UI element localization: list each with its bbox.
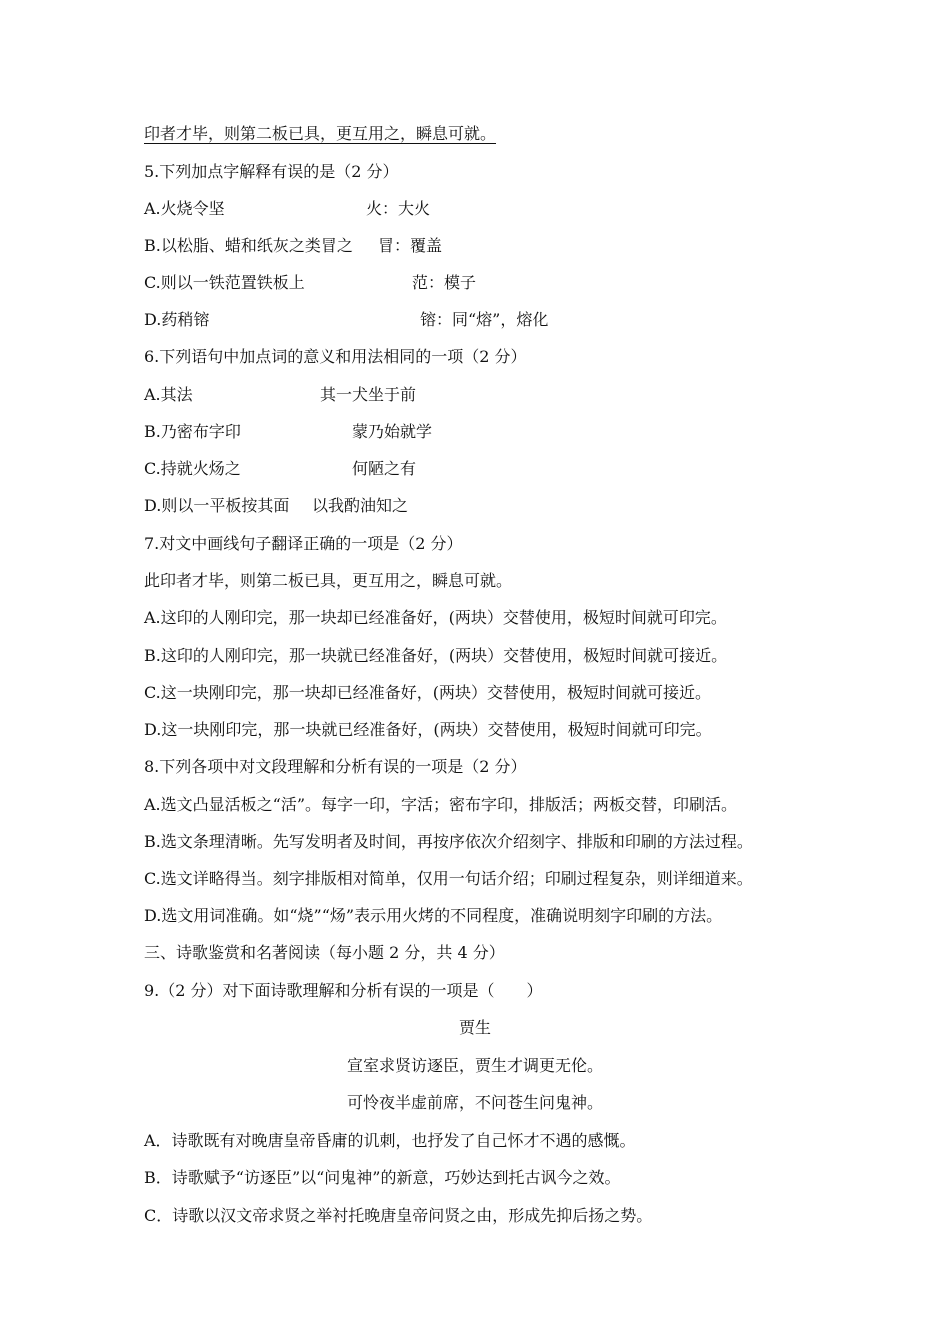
q6-option-b: B.乃密布字印 [144,422,241,441]
q8-option-d: D.选文用词准确。如“烧”“炀”表示用火烤的不同程度，准确说明刻字印刷的方法。 [144,906,723,925]
q9-option-b: B．诗歌赋予“访逐臣”以“问鬼神”的新意，巧妙达到托古讽今之效。 [144,1168,621,1187]
underlined-sentence: 印者才毕，则第二板已具，更互用之，瞬息可就。 [144,124,497,143]
q5-option-c: C.则以一铁范置铁板上 [144,273,305,292]
q8-option-c: C.选文详略得当。刻字排版相对简单，仅用一句话介绍；印刷过程复杂，则详细道来。 [144,869,753,888]
q9-option-c: C．诗歌以汉文帝求贤之举衬托晚唐皇帝问贤之由，形成先抑后扬之势。 [144,1206,653,1225]
q9-option-a: A．诗歌既有对晚唐皇帝昏庸的讥刺，也抒发了自己怀才不遇的感慨。 [144,1131,636,1150]
q5-option-d: D.药稍镕 [144,310,210,329]
q6-option-a: A.其法 [144,385,193,404]
q5-option-b-gloss: 冒：覆盖 [378,236,443,255]
q7-option-a: A.这印的人刚印完，那一块却已经准备好，(两块）交替使用，极短时间就可印完。 [144,608,727,627]
q5-option-c-gloss: 范：模子 [412,273,477,292]
q6-option-c-compare: 何陋之有 [352,459,417,478]
q5-option-a: A.火烧令坚 [144,199,225,218]
q6-option-a-compare: 其一犬坐于前 [320,385,417,404]
q6-option-b-compare: 蒙乃始就学 [352,422,433,441]
poem-title: 贾生 [458,1018,491,1037]
q7-option-b: B.这印的人刚印完，那一块就已经准备好，(两块）交替使用，极短时间就可接近。 [144,646,728,665]
poem-line-1: 宣室求贤访逐臣，贾生才调更无伦。 [346,1056,603,1075]
q8-option-b: B.选文条理清晰。先写发明者及时间，再按序依次介绍刻字、排版和印刷的方法过程。 [144,832,753,851]
question-6: 6.下列语句中加点词的意义和用法相同的一项（2 分） [144,347,527,366]
section-3-heading: 三、诗歌鉴赏和名著阅读（每小题 2 分，共 4 分） [144,943,505,962]
question-7: 7.对文中画线句子翻译正确的一项是（2 分） [144,534,463,553]
q5-option-d-gloss: 镕：同“熔”，熔化 [420,310,549,329]
q6-option-c: C.持就火炀之 [144,459,241,478]
q6-option-d: D.则以一平板按其面 [144,496,290,515]
q7-option-c: C.这一块刚印完，那一块却已经准备好，(两块）交替使用，极短时间就可接近。 [144,683,712,702]
q7-option-d: D.这一块刚印完，那一块就已经准备好，(两块）交替使用，极短时间就可印完。 [144,720,712,739]
q5-option-b: B.以松脂、蜡和纸灰之类冒之 [144,236,353,255]
question-5: 5.下列加点字解释有误的是（2 分） [144,162,399,181]
question-9: 9.（2 分）对下面诗歌理解和分析有误的一项是（ ） [144,981,543,1000]
q8-option-a: A.选文凸显活板之“活”。每字一印，字活；密布字印，排版活；两板交替，印刷活。 [144,795,738,814]
q7-sentence: 此印者才毕，则第二板已具，更互用之，瞬息可就。 [144,571,513,590]
q6-option-d-compare: 以我酌油知之 [312,496,409,515]
question-8: 8.下列各项中对文段理解和分析有误的一项是（2 分） [144,757,527,776]
q5-option-a-gloss: 火：大火 [366,199,431,218]
poem-line-2: 可怜夜半虚前席，不问苍生问鬼神。 [346,1093,603,1112]
